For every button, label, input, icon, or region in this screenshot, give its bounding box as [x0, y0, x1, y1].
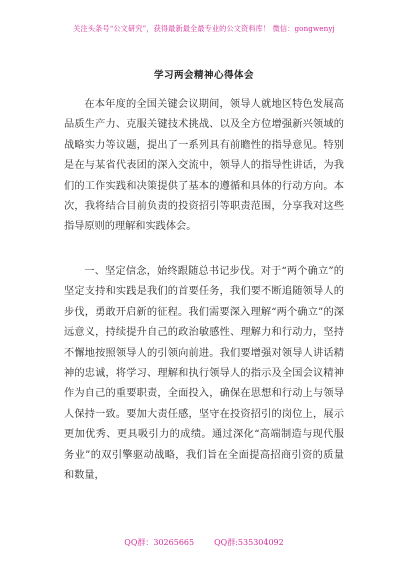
body-paragraph-1-block: [64, 95, 344, 238]
header-promo-text: 关注头条号“公文研究”，获得最新最全最专业的公文资料库！ 微信：gongwenyj: [73, 24, 335, 33]
footer-qq-group-1: QQ群：30265665: [124, 538, 195, 547]
footer-contact: [0, 537, 408, 548]
body-paragraph-2-block: [64, 262, 344, 486]
footer-qq-group-2: QQ群:535304092: [214, 538, 284, 547]
body-paragraph: 在本年度的全国关键会议期间，领导人就地区特色发展高品质生产力、克服关键技术挑战、以及全方位增强新兴领域的战略实力等议题，提出了一系列具有前瞻性的指导意见。特别是在与某省代表团的深入交流中，领导人的指导性讲话，为我们的工作实践和决策提供了基本的遵循和具体的行动方向。本次，我将结合目前负责的投资招引等职责范围，分享我对这些指导原则的理解和实践体会。: [64, 99, 344, 233]
body-paragraph: 一、坚定信念，始终跟随总书记步伐。对于“两个确立”的坚定支持和实践是我们的首要任务，我们要不断追随领导人的步伐，勇敢开启新的征程。我们需要深入理解“两个确立”的深远意义，持续提升自己的政治敏感性、理解力和行动力，坚持不懈地按照领导人的引领向前进。我们要增强对领导人讲话精神的忠诚，将学习、理解和执行领导人的指示及全国会议精神作为自己的重要职责，全面投入，确保在思想和行动上与领导人保持一致。要加大责任感，坚守在投资招引的岗位上，展示更加优秀、更具吸引力的成绩。通过深化“高端制造与现代服务业”的双引擎驱动战略，我们旨在全面提高招商引资的质量和数量，: [64, 266, 344, 482]
document-title: 学习两会精神心得体会: [153, 70, 254, 81]
